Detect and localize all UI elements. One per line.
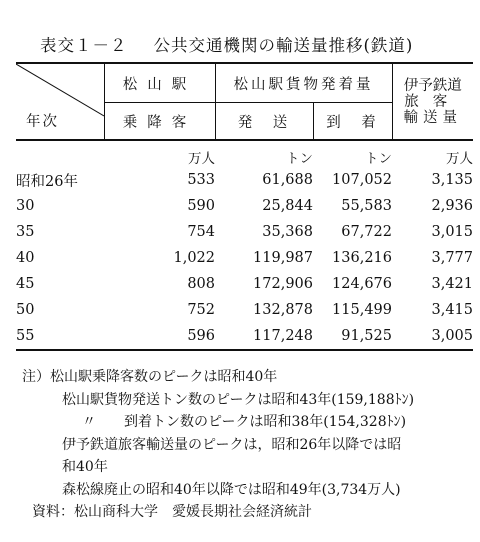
iyo-cell: 3,415	[431, 302, 473, 318]
iyo-cell: 3,015	[431, 224, 473, 240]
table-number: 表交１－２	[40, 36, 128, 55]
send-cell: 119,987	[253, 250, 313, 266]
note-line: 伊予鉄道旅客輸送量のピークは，昭和26年以降では昭	[62, 436, 402, 453]
arrive-cell: 91,525	[313, 323, 392, 350]
table-row	[16, 271, 473, 297]
arrive-cell: 55,583	[341, 198, 392, 214]
arrive-cell: 115,499	[332, 302, 392, 318]
iyo-railway-header	[392, 63, 473, 140]
passengers-cell: 590	[187, 198, 215, 214]
note-line: 注）松山駅乗降客数のピークは昭和40年	[22, 369, 278, 385]
cargo-group-header: 松山駅貨物発着量	[215, 63, 392, 103]
send-cell: 117,248	[215, 323, 313, 350]
matsuyama-station-header: 松山駅	[104, 63, 215, 103]
year-cell: 45	[16, 276, 35, 292]
year-cell: 50	[16, 302, 35, 318]
table-row	[16, 245, 473, 271]
passengers-cell: 752	[187, 302, 215, 318]
iyo-cell: 3,005	[392, 323, 473, 350]
year-cell: 35	[16, 224, 35, 240]
year-column-label: 年次	[26, 114, 59, 130]
table-title-text: 公共交通機関の輸送量推移(鉄道)	[153, 36, 414, 55]
passengers-cell: 754	[187, 224, 215, 240]
cargo-arrive-header: 到 着	[313, 103, 392, 141]
table-row	[16, 193, 473, 219]
note-line: 〃 到着トン数のピークは昭和38年(154,328ﾄﾝ)	[82, 414, 407, 430]
year-cell: 30	[16, 198, 35, 214]
send-cell: 61,688	[262, 172, 313, 188]
iyo-cell: 2,936	[431, 198, 473, 214]
note-line: 森松線廃止の昭和40年以降では昭和49年(3,734万人)	[62, 481, 401, 498]
units-year-cell	[16, 140, 104, 167]
iyo-header-line1: 伊予鉄道	[403, 77, 462, 94]
unit-passengers: 万人	[188, 151, 215, 167]
unit-send: トン	[286, 151, 313, 167]
unit-arrive: トン	[365, 151, 392, 167]
year-cell: 40	[16, 250, 35, 266]
header-row-1	[16, 63, 473, 103]
note-line: 和40年	[62, 459, 108, 475]
unit-iyo: 万人	[446, 151, 473, 167]
passengers-cell: 596	[104, 323, 215, 350]
iyo-cell: 3,421	[431, 276, 473, 292]
year-cell: 昭和26年	[16, 173, 78, 190]
table-row	[16, 167, 473, 193]
passengers-cell: 1,022	[173, 250, 215, 266]
source-line: 資料：松山商科大学 愛媛長期社会経済統計	[32, 504, 312, 520]
iyo-cell: 3,135	[431, 172, 473, 188]
send-cell: 172,906	[253, 276, 313, 292]
send-cell: 35,368	[262, 224, 313, 240]
iyo-header-line2: 旅客	[404, 93, 462, 110]
arrive-cell: 136,216	[332, 250, 392, 266]
units-row	[16, 140, 473, 167]
cargo-send-header: 発 送	[215, 103, 313, 141]
note-line: 松山駅貨物発送トン数のピークは昭和43年(159,188ﾄﾝ)	[62, 391, 415, 408]
table-title	[40, 32, 413, 56]
arrive-cell: 124,676	[332, 276, 392, 292]
table-row	[16, 323, 473, 350]
iyo-cell: 3,777	[431, 250, 473, 266]
year-cell: 55	[16, 323, 104, 350]
arrive-cell: 67,722	[341, 224, 392, 240]
passengers-cell: 808	[187, 276, 215, 292]
send-cell: 25,844	[262, 198, 313, 214]
arrive-cell: 107,052	[332, 172, 392, 188]
table-row	[16, 219, 473, 245]
table-row	[16, 297, 473, 323]
send-cell: 132,878	[253, 302, 313, 318]
passengers-cell: 533	[187, 172, 215, 188]
statistics-table	[16, 62, 473, 351]
iyo-header-line3: 輸送量	[403, 109, 462, 126]
corner-header-cell	[16, 63, 104, 140]
passengers-header: 乗降客	[104, 103, 215, 141]
notes-block	[22, 366, 414, 524]
